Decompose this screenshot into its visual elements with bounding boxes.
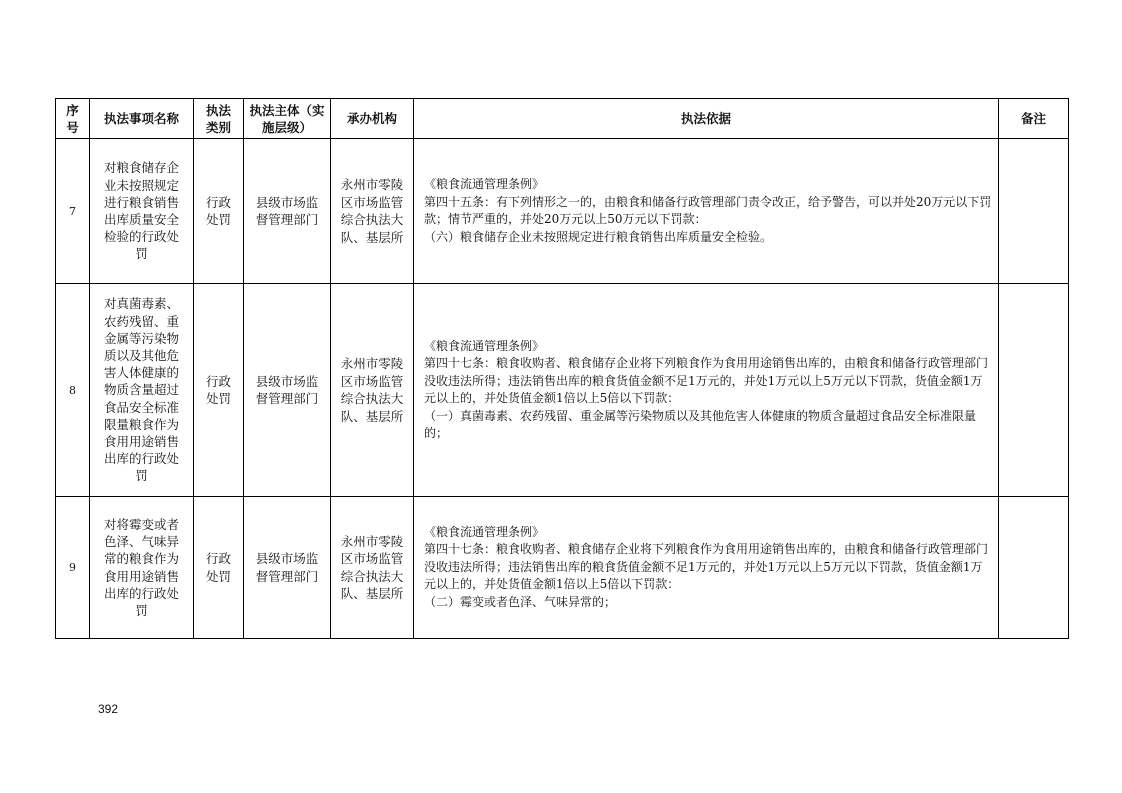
header-agency: 承办机构 [331,99,414,139]
header-category: 执法类别 [194,99,244,139]
row-number: 7 [56,139,90,284]
item-agency: 永州市零陵区市场监管综合执法大队、基层所 [331,497,414,639]
law-enforcement-table [55,98,1069,639]
header-note: 备注 [999,99,1069,139]
item-agency: 永州市零陵区市场监管综合执法大队、基层所 [331,284,414,497]
basis-article: 第四十七条：粮食收购者、粮食储存企业将下列粮食作为食用用途销售出库的，由粮食和储备行政管理部门没收违法所得；违法销售出库的粮食货值金额不足1万元的，并处1万元以上5万元以下罚款，货值金额1万元以上的，并处货值金额1倍以上5倍以下罚款： [424,356,989,405]
row-number: 9 [56,497,90,639]
basis-law-title: 《粮食流通管理条例》 [424,177,545,191]
header-basis: 执法依据 [414,99,999,139]
basis-clause: （一）真菌毒素、农药残留、重金属等污染物质以及其他危害人体健康的物质含量超过食品安全标准限量的； [424,408,977,440]
item-note [999,139,1069,284]
basis-clause: （六）粮食储存企业未按照规定进行粮食销售出库质量安全检验。 [424,229,773,244]
item-note [999,497,1069,639]
table-row [56,284,1069,497]
item-subject: 县级市场监督管理部门 [244,497,331,639]
item-agency: 永州市零陵区市场监管综合执法大队、基层所 [331,139,414,284]
header-subject: 执法主体（实施层级） [244,99,331,139]
basis-article: 第四十七条：粮食收购者、粮食储存企业将下列粮食作为食用用途销售出库的，由粮食和储备行政管理部门没收违法所得；违法销售出库的粮食货值金额不足1万元的，并处1万元以上5万元以下罚款，货值金额1万元以上的，并处货值金额1倍以上5倍以下罚款： [424,542,989,592]
item-basis [414,284,999,497]
item-name: 对真菌毒素、农药残留、重金属等污染物质以及其他危害人体健康的物质含量超过食品安全标准限量粮食作为食用用途销售出库的行政处罚 [90,284,194,497]
header-name: 执法事项名称 [90,99,194,139]
row-number: 8 [56,284,90,497]
basis-clause: （二）霉变或者色泽、气味异常的； [424,594,617,609]
item-category: 行政处罚 [194,284,244,497]
table-row [56,139,1069,284]
item-basis [414,139,999,284]
basis-article: 第四十五条：有下列情形之一的，由粮食和储备行政管理部门责令改正，给予警告，可以并处20万元以下罚款；情节严重的，并处20万元以上50万元以下罚款： [424,194,992,226]
item-subject: 县级市场监督管理部门 [244,139,331,284]
table-row [56,497,1069,639]
item-name: 对将霉变或者色泽、气味异常的粮食作为食用用途销售出库的行政处罚 [90,497,194,639]
item-basis [414,497,999,639]
basis-law-title: 《粮食流通管理条例》 [424,524,545,539]
item-subject: 县级市场监督管理部门 [244,284,331,497]
item-note [999,284,1069,497]
table-header-row [56,99,1069,139]
item-category: 行政处罚 [194,497,244,639]
basis-law-title: 《粮食流通管理条例》 [424,338,545,353]
item-name: 对粮食储存企业未按照规定进行粮食销售出库质量安全检验的行政处罚 [90,139,194,284]
header-no: 序号 [56,99,90,139]
item-category: 行政处罚 [194,139,244,284]
page-number: 392 [98,702,119,716]
